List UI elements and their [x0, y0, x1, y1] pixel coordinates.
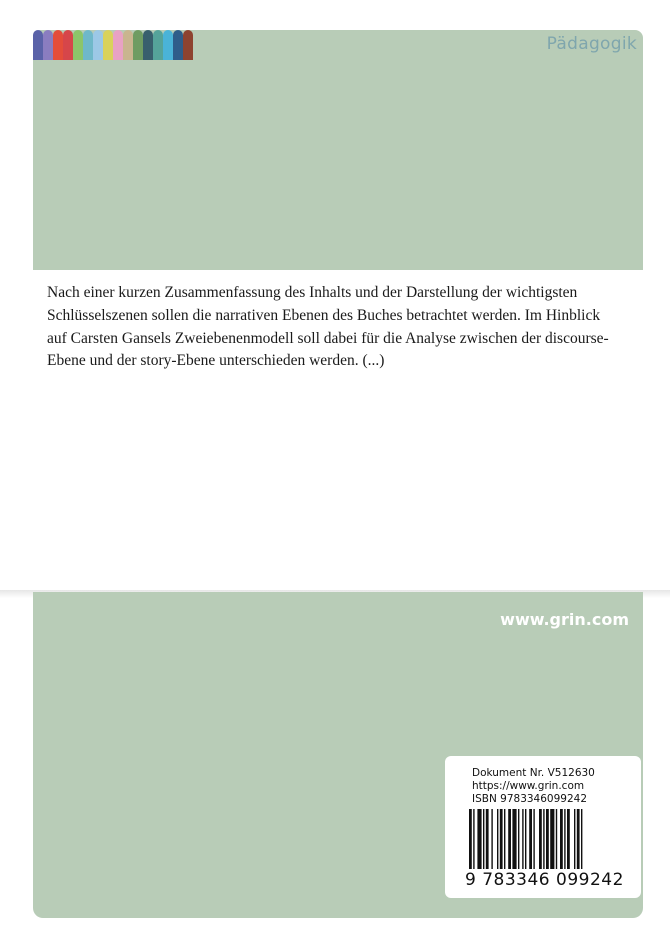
barcode-bar [508, 809, 511, 869]
barcode-bar [533, 809, 534, 869]
barcode-bar [574, 809, 575, 869]
color-stripe [183, 30, 193, 60]
isbn-line: ISBN 9783346099242 [472, 793, 588, 805]
barcode-bar [556, 809, 557, 869]
color-stripe [113, 30, 123, 60]
barcode-bar [550, 809, 554, 869]
barcode-bar [529, 809, 532, 869]
cover-top-panel [33, 30, 643, 270]
barcode-digits: 9 783346 099242 [465, 870, 624, 890]
barcode-bar [546, 809, 549, 869]
blurb-text [47, 282, 622, 373]
color-stripe [163, 30, 173, 60]
color-stripe [123, 30, 133, 60]
color-stripe [173, 30, 183, 60]
barcode-bar [491, 809, 492, 869]
color-stripe [133, 30, 143, 60]
barcode-bar [500, 809, 503, 869]
cover-bottom-panel [33, 592, 643, 918]
barcode-bar [581, 809, 582, 869]
color-stripe [53, 30, 63, 60]
publisher-website[interactable]: www.grin.com [500, 610, 629, 629]
category-label: Pädagogik [546, 34, 637, 54]
blurb-paragraph: Nach einer kurzen Zusammenfassung des Inhalts und der Darstellung der wichtigsten Schlüsselszenen sollen die narrativen Ebenen des Buches betrachtet werden. Im Hinblick auf Carsten Gansels Zweiebenenmodell soll dabei für die Analyse zwischen der discourse-Ebene und der story-Ebene unterschieden werden. (...) [47, 284, 609, 370]
barcode-bar [512, 809, 516, 869]
barcode-bar [483, 809, 484, 869]
barcode-bar [560, 809, 563, 869]
barcode-bar [504, 809, 505, 869]
barcode-bar [543, 809, 544, 869]
barcode-bar [522, 809, 523, 869]
color-stripe [63, 30, 73, 60]
barcode-image [465, 809, 635, 869]
meta-lines [445, 767, 595, 806]
color-stripe [33, 30, 43, 60]
barcode-bar [567, 809, 570, 869]
document-url: https://www.grin.com [472, 780, 585, 792]
color-stripe [93, 30, 103, 60]
barcode-bar [525, 809, 526, 869]
color-stripe [103, 30, 113, 60]
color-stripe [43, 30, 53, 60]
barcode-bar [486, 809, 489, 869]
color-stripe [153, 30, 163, 60]
color-stripe [83, 30, 93, 60]
barcode-bar [477, 809, 481, 869]
color-stripe [143, 30, 153, 60]
barcode-bar [473, 809, 474, 869]
barcode-bar [539, 809, 542, 869]
barcode-bar [577, 809, 580, 869]
color-stripe [73, 30, 83, 60]
color-stripes [33, 30, 193, 60]
document-number: Dokument Nr. V512630 [472, 767, 595, 779]
barcode-bar [497, 809, 498, 869]
barcode-box [445, 756, 641, 898]
barcode-bar [518, 809, 519, 869]
barcode-bar [469, 809, 472, 869]
barcode-bar [564, 809, 565, 869]
